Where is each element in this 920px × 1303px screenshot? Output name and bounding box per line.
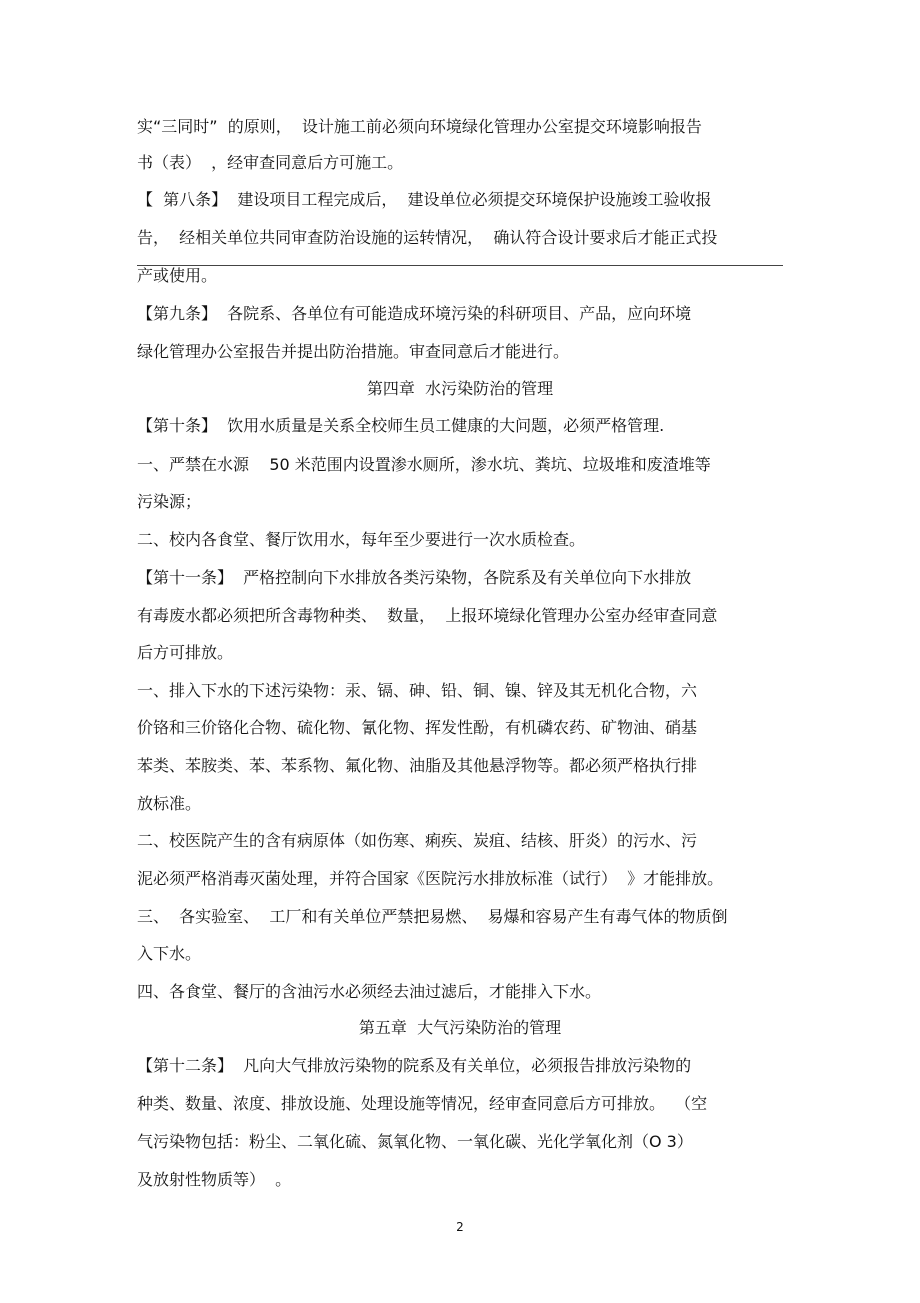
body-line: 三、 各实验室、 工厂和有关单位严禁把易燃、 易爆和容易产生有毒气体的物质倒: [137, 907, 728, 926]
body-line: 后方可排放。: [137, 643, 234, 662]
body-line: 苯类、苯胺类、苯、苯系物、氟化物、油脂及其他悬浮物等。都必须严格执行排: [137, 756, 698, 775]
body-line: 种类、数量、浓度、排放设施、处理设施等情况，经审查同意后方可排放。 （空: [137, 1094, 708, 1113]
body-line: 一、排入下水的下述污染物：汞、镉、砷、铅、铜、镍、锌及其无机化合物，六: [137, 681, 698, 700]
body-line: 二、校内各食堂、餐厅饮用水，每年至少要进行一次水质检查。: [137, 530, 586, 549]
body-line: 书（表） ，经审查同意后方可施工。: [137, 153, 404, 172]
body-line: 价铬和三价铬化合物、硫化物、氰化物、挥发性酚，有机磷农药、矿物油、硝基: [137, 718, 698, 737]
body-line: 绿化管理办公室报告并提出防治措施。审查同意后才能进行。: [137, 342, 570, 361]
horizontal-rule: [137, 265, 783, 266]
body-line: 告， 经相关单位共同审查防治设施的运转情况， 确认符合设计要求后才能正式投: [137, 228, 718, 247]
article-8-line: 【 第八条】 建设项目工程完成后， 建设单位必须提交环境保护设施竣工验收报: [137, 190, 712, 209]
article-9-line: 【第九条】 各院系、各单位有可能造成环境污染的科研项目、产品，应向环境: [137, 304, 692, 323]
body-line: 污染源；: [137, 492, 202, 511]
chapter-5-heading: 第五章 大气污染防治的管理: [358, 1018, 562, 1037]
body-line: 四、各食堂、餐厅的含油污水必须经去油过滤后，才能排入下水。: [137, 982, 602, 1001]
article-12-line: 【第十二条】 凡向大气排放污染物的院系及有关单位，必须报告排放污染物的: [137, 1056, 692, 1075]
body-line: 入下水。: [137, 944, 202, 963]
body-line: 气污染物包括：粉尘、二氧化硫、氮氧化物、一氧化碳、光化学氧化剂（O 3）: [137, 1132, 693, 1151]
body-line: 产或使用。: [137, 266, 218, 285]
page-number: 2: [456, 1220, 464, 1234]
article-10-line: 【第十条】 饮用水质量是关系全校师生员工健康的大问题，必须严格管理.: [137, 416, 665, 435]
chapter-4-heading: 第四章 水污染防治的管理: [366, 379, 554, 398]
body-line: 及放射性物质等） 。: [137, 1170, 292, 1189]
body-line: 二、校医院产生的含有病原体（如伤寒、痢疾、炭疽、结核、肝炎）的污水、污: [137, 831, 698, 850]
body-line: 一、严禁在水源 50 米范围内设置渗水厕所，渗水坑、粪坑、垃圾堆和废渣堆等: [137, 455, 711, 474]
body-line: 泥必须严格消毒灭菌处理，并符合国家《医院污水排放标准（试行） 》才能排放。: [137, 869, 724, 888]
article-11-line: 【第十一条】 严格控制向下水排放各类污染物，各院系及有关单位向下水排放: [137, 568, 692, 587]
body-line: 实“三同时” 的原则， 设计施工前必须向环境绿化管理办公室提交环境影响报告: [137, 117, 702, 136]
body-line: 有毒废水都必须把所含毒物种类、 数量， 上报环境绿化管理办公室办经审查同意: [137, 606, 718, 625]
body-line: 放标准。: [137, 794, 202, 813]
